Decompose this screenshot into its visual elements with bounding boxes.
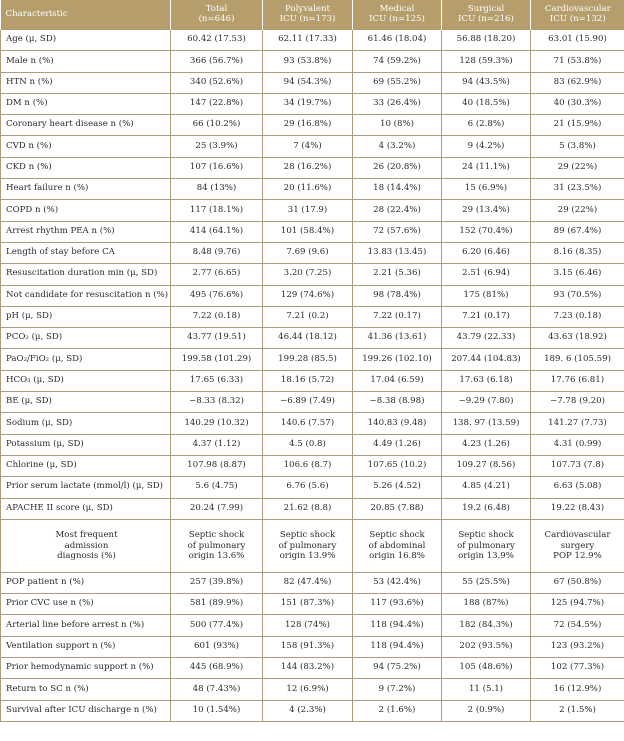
row-label: Chlorine (μ, SD) (1, 455, 171, 476)
row-label: Male n (%) (1, 51, 171, 72)
cell-cardiovascular-icu: 123 (93.2%) (531, 636, 624, 657)
cell-polyvalent-icu: 106.6 (8.7) (263, 455, 353, 476)
cell-surgical-icu: 4.85 (4.21) (442, 477, 531, 498)
table-row (1, 658, 624, 679)
table-row (1, 455, 624, 476)
cell-medical-icu: 20.85 (7.88) (353, 498, 442, 519)
row-label: COPD n (%) (1, 200, 171, 221)
cell-cardiovascular-icu: 67 (50.8%) (531, 572, 624, 593)
row-label: POP patient n (%) (1, 572, 171, 593)
cell-total: 48 (7.43%) (171, 679, 263, 700)
row-label: BE (μ, SD) (1, 392, 171, 413)
cell-polyvalent-icu: 20 (11.6%) (263, 179, 353, 200)
cell-total: 117 (18.1%) (171, 200, 263, 221)
cell-line: diagnosis (%) (57, 550, 116, 561)
cell-medical-icu: 74 (59.2%) (353, 51, 442, 72)
cell-surgical-icu: 128 (59.3%) (442, 51, 531, 72)
table-row (1, 242, 624, 263)
cell-polyvalent-icu: 46.44 (18.12) (263, 328, 353, 349)
table-row (1, 434, 624, 455)
cell-line: of pulmonary (187, 540, 246, 551)
cell-total: 107 (16.6%) (171, 157, 263, 178)
cell-cardiovascular-icu: 72 (54.5%) (531, 615, 624, 636)
cell-total: 601 (93%) (171, 636, 263, 657)
row-label: Prior hemodynamic support n (%) (1, 658, 171, 679)
cell-medical-icu: 13.83 (13.45) (353, 242, 442, 263)
cell-cardiovascular-icu: 31 (23.5%) (531, 179, 624, 200)
cell-polyvalent-icu: 4.5 (0.8) (263, 434, 353, 455)
table-row-diagnosis (1, 519, 624, 572)
table-row (1, 370, 624, 391)
cell-polyvalent-icu: 151 (87.3%) (263, 594, 353, 615)
cell-polyvalent-icu: 144 (83.2%) (263, 658, 353, 679)
cell-medical-icu: 199.26 (102.10) (353, 349, 442, 370)
cell-total: −8.33 (8.32) (171, 392, 263, 413)
row-label: Sodium (μ, SD) (1, 413, 171, 434)
table-row (1, 30, 624, 51)
cell-medical-icu: 5.26 (4.52) (353, 477, 442, 498)
cell-polyvalent-icu: 158 (91.3%) (263, 636, 353, 657)
table-row (1, 72, 624, 93)
cell-medical-icu: 140.83 (9.48) (353, 413, 442, 434)
cell-cardiovascular-icu: 40 (30.3%) (531, 93, 624, 114)
cell-total: 4.37 (1.12) (171, 434, 263, 455)
table-body (1, 30, 624, 721)
row-label: PCO₂ (μ, SD) (1, 328, 171, 349)
cell-polyvalent-icu: 6.76 (5.6) (263, 477, 353, 498)
cell-medical-icu: 94 (75.2%) (353, 658, 442, 679)
cell-total: 43.77 (19.51) (171, 328, 263, 349)
table-row (1, 594, 624, 615)
cell-polyvalent-icu: 29 (16.8%) (263, 115, 353, 136)
header-medical-icu: Medical ICU (n=125) (353, 0, 442, 30)
cell-surgical-icu: 182 (84.3%) (442, 615, 531, 636)
row-label: Length of stay before CA (1, 242, 171, 263)
cell-polyvalent-icu: 128 (74%) (263, 615, 353, 636)
row-label: Not candidate for resuscitation n (%) (1, 285, 171, 306)
cell-total: 366 (56.7%) (171, 51, 263, 72)
cell-cardiovascular-icu: 29 (22%) (531, 157, 624, 178)
cell-surgical-icu: 94 (43.5%) (442, 72, 531, 93)
cell-total: 8.48 (9.76) (171, 242, 263, 263)
cell-polyvalent-icu: 12 (6.9%) (263, 679, 353, 700)
table-row (1, 615, 624, 636)
cell-medical-icu: 33 (26.4%) (353, 93, 442, 114)
cell-medical-icu: 4 (3.2%) (353, 136, 442, 157)
cell-cardiovascular-icu: 125 (94.7%) (531, 594, 624, 615)
cell-surgical-icu: 40 (18.5%) (442, 93, 531, 114)
cell-medical-icu: 69 (55.2%) (353, 72, 442, 93)
header-polyvalent-icu: Polyvalent ICU (n=173) (263, 0, 353, 30)
row-label: PaO₂/FiO₂ (μ, SD) (1, 349, 171, 370)
cell-surgical-icu: 19.2 (6.48) (442, 498, 531, 519)
cell-medical-icu: 98 (78.4%) (353, 285, 442, 306)
cell-surgical-icu: 6.20 (6.46) (442, 242, 531, 263)
cell-total: 5.6 (4.75) (171, 477, 263, 498)
cell-total (171, 519, 263, 572)
cell-cardiovascular-icu: 19.22 (8.43) (531, 498, 624, 519)
table-row (1, 179, 624, 200)
row-label: Ventilation support n (%) (1, 636, 171, 657)
cell-cardiovascular-icu: 71 (53.8%) (531, 51, 624, 72)
table-row (1, 349, 624, 370)
cell-cardiovascular-icu: 43.63 (18.92) (531, 328, 624, 349)
cell-polyvalent-icu: 4 (2.3%) (263, 700, 353, 721)
cell-polyvalent-icu: 28 (16.2%) (263, 157, 353, 178)
row-label: Resuscitation duration min (μ, SD) (1, 264, 171, 285)
cell-polyvalent-icu: 129 (74.6%) (263, 285, 353, 306)
cell-medical-icu: 107.65 (10.2) (353, 455, 442, 476)
cell-polyvalent-icu (263, 519, 353, 572)
cell-surgical-icu: 7.21 (0.17) (442, 306, 531, 327)
table-row (1, 328, 624, 349)
cell-total: 2.77 (6.65) (171, 264, 263, 285)
header-surgical-icu: Surgical ICU (n=216) (442, 0, 531, 30)
header-cardiovascular-icu: Cardiovascular ICU (n=132) (531, 0, 624, 30)
row-label: HCO₃ (μ, SD) (1, 370, 171, 391)
cell-polyvalent-icu: 93 (53.8%) (263, 51, 353, 72)
cell-cardiovascular-icu: 2 (1.5%) (531, 700, 624, 721)
cell-total: 500 (77.4%) (171, 615, 263, 636)
cell-total: 25 (3.9%) (171, 136, 263, 157)
cell-total: 7.22 (0.18) (171, 306, 263, 327)
row-label: CKD n (%) (1, 157, 171, 178)
cell-surgical-icu: 207.44 (104.83) (442, 349, 531, 370)
cell-cardiovascular-icu: 89 (67.4%) (531, 221, 624, 242)
cell-medical-icu: 17.04 (6.59) (353, 370, 442, 391)
cell-polyvalent-icu: 82 (47.4%) (263, 572, 353, 593)
cell-polyvalent-icu: 18.16 (5.72) (263, 370, 353, 391)
cell-cardiovascular-icu: 16 (12.9%) (531, 679, 624, 700)
cell-polyvalent-icu: 101 (58.4%) (263, 221, 353, 242)
cell-line: surgery (560, 540, 595, 551)
cell-line: POP 12.9% (553, 550, 602, 561)
cell-medical-icu: 9 (7.2%) (353, 679, 442, 700)
cell-line: Septic shock (279, 530, 336, 541)
cell-surgical-icu: 202 (93.5%) (442, 636, 531, 657)
table-row (1, 392, 624, 413)
cell-polyvalent-icu: 62.11 (17.33) (263, 30, 353, 51)
row-label: Coronary heart disease n (%) (1, 115, 171, 136)
row-label: Age (μ, SD) (1, 30, 171, 51)
table-row (1, 115, 624, 136)
cell-medical-icu: −8.38 (8.98) (353, 392, 442, 413)
cell-line: origin 16.8% (369, 550, 425, 561)
cell-cardiovascular-icu: 189. 6 (105.59) (531, 349, 624, 370)
cell-surgical-icu: 9 (4.2%) (442, 136, 531, 157)
cell-cardiovascular-icu: 21 (15.9%) (531, 115, 624, 136)
header-row (1, 0, 624, 30)
table-row (1, 157, 624, 178)
cell-cardiovascular-icu: 4.31 (0.99) (531, 434, 624, 455)
cell-total: 10 (1.54%) (171, 700, 263, 721)
table-row (1, 679, 624, 700)
table-row (1, 477, 624, 498)
cell-medical-icu: 118 (94.4%) (353, 636, 442, 657)
cell-cardiovascular-icu: 6.63 (5.08) (531, 477, 624, 498)
cell-line: origin 13.9% (458, 550, 514, 561)
cell-polyvalent-icu: 3.20 (7.25) (263, 264, 353, 285)
cell-cardiovascular-icu: 7.23 (0.18) (531, 306, 624, 327)
cell-surgical-icu: 152 (70.4%) (442, 221, 531, 242)
cell-cardiovascular-icu: −7.78 (9.20) (531, 392, 624, 413)
table-row (1, 51, 624, 72)
cell-total: 445 (68.9%) (171, 658, 263, 679)
cell-medical-icu: 53 (42.4%) (353, 572, 442, 593)
cell-surgical-icu: 11 (5.1) (442, 679, 531, 700)
table-row (1, 264, 624, 285)
cell-medical-icu: 2 (1.6%) (353, 700, 442, 721)
cell-medical-icu: 28 (22.4%) (353, 200, 442, 221)
cell-polyvalent-icu: 94 (54.3%) (263, 72, 353, 93)
cell-polyvalent-icu: −6.89 (7.49) (263, 392, 353, 413)
header-total: Total (n=646) (171, 0, 263, 30)
cell-medical-icu: 2.21 (5.36) (353, 264, 442, 285)
table-row (1, 700, 624, 721)
cell-line: of pulmonary (278, 540, 337, 551)
cell-line: origin 13.9% (279, 550, 336, 561)
cell-medical-icu (353, 519, 442, 572)
cell-total: 66 (10.2%) (171, 115, 263, 136)
cell-total: 340 (52.6%) (171, 72, 263, 93)
cell-surgical-icu: 175 (81%) (442, 285, 531, 306)
cell-line: Most frequent (55, 530, 118, 541)
cell-total: 147 (22.8%) (171, 93, 263, 114)
table-row (1, 93, 624, 114)
table-row (1, 413, 624, 434)
cell-medical-icu: 41.36 (13.61) (353, 328, 442, 349)
cell-cardiovascular-icu: 29 (22%) (531, 200, 624, 221)
table-row (1, 221, 624, 242)
row-label: Arrest rhythm PEA n (%) (1, 221, 171, 242)
cell-medical-icu: 7.22 (0.17) (353, 306, 442, 327)
cell-surgical-icu: 138. 97 (13.59) (442, 413, 531, 434)
cell-surgical-icu: −9.29 (7.80) (442, 392, 531, 413)
cell-medical-icu: 118 (94.4%) (353, 615, 442, 636)
table-row (1, 572, 624, 593)
row-label: Heart failure n (%) (1, 179, 171, 200)
cell-cardiovascular-icu: 5 (3.8%) (531, 136, 624, 157)
cell-total: 414 (64.1%) (171, 221, 263, 242)
cell-medical-icu: 18 (14.4%) (353, 179, 442, 200)
row-label: Arterial line before arrest n (%) (1, 615, 171, 636)
cell-line: Septic shock (369, 530, 425, 541)
cell-total: 140.29 (10.32) (171, 413, 263, 434)
cell-surgical-icu: 43.79 (22.33) (442, 328, 531, 349)
cell-surgical-icu: 15 (6.9%) (442, 179, 531, 200)
table-row (1, 636, 624, 657)
cell-line: Cardiovascular (544, 530, 611, 541)
cell-total: 199.58 (101.29) (171, 349, 263, 370)
cell-total: 257 (39.8%) (171, 572, 263, 593)
header-characteristic: Characteristic (1, 0, 171, 30)
row-label (1, 519, 171, 572)
cell-surgical-icu: 17.63 (6.18) (442, 370, 531, 391)
row-label: pH (μ, SD) (1, 306, 171, 327)
cell-surgical-icu: 55 (25.5%) (442, 572, 531, 593)
cell-cardiovascular-icu: 17.76 (6.81) (531, 370, 624, 391)
cell-cardiovascular-icu (531, 519, 624, 572)
cell-medical-icu: 61.46 (18.04) (353, 30, 442, 51)
cell-cardiovascular-icu: 141.27 (7.73) (531, 413, 624, 434)
cell-line: of pulmonary (457, 540, 515, 551)
cell-line: admission (64, 540, 109, 551)
cell-surgical-icu: 188 (87%) (442, 594, 531, 615)
row-label: Return to SC n (%) (1, 679, 171, 700)
cell-polyvalent-icu: 140.6 (7.57) (263, 413, 353, 434)
cell-medical-icu: 4.49 (1.26) (353, 434, 442, 455)
cell-cardiovascular-icu: 8.16 (8.35) (531, 242, 624, 263)
cell-total: 84 (13%) (171, 179, 263, 200)
cell-polyvalent-icu: 199.28 (85.5) (263, 349, 353, 370)
cell-line: Septic shock (188, 530, 245, 541)
cell-total: 581 (89.9%) (171, 594, 263, 615)
cell-total: 107.98 (8.87) (171, 455, 263, 476)
table-row (1, 498, 624, 519)
cell-cardiovascular-icu: 107.73 (7.8) (531, 455, 624, 476)
cell-surgical-icu: 56.88 (18.20) (442, 30, 531, 51)
cell-line: Septic shock (458, 530, 514, 541)
cell-line: origin 13.6% (188, 550, 245, 561)
cell-polyvalent-icu: 31 (17.9) (263, 200, 353, 221)
row-label: Potassium (μ, SD) (1, 434, 171, 455)
table-row (1, 285, 624, 306)
row-label: HTN n (%) (1, 72, 171, 93)
cell-surgical-icu: 105 (48.6%) (442, 658, 531, 679)
row-label: Prior serum lactate (mmol/l) (μ, SD) (1, 477, 171, 498)
cell-surgical-icu: 29 (13.4%) (442, 200, 531, 221)
row-label: DM n (%) (1, 93, 171, 114)
cell-polyvalent-icu: 34 (19.7%) (263, 93, 353, 114)
cell-total: 495 (76.6%) (171, 285, 263, 306)
cell-medical-icu: 10 (8%) (353, 115, 442, 136)
table-row (1, 136, 624, 157)
table-row (1, 200, 624, 221)
cell-surgical-icu: 24 (11.1%) (442, 157, 531, 178)
cell-cardiovascular-icu: 83 (62.9%) (531, 72, 624, 93)
row-label: Prior CVC use n (%) (1, 594, 171, 615)
row-label: Survival after ICU discharge n (%) (1, 700, 171, 721)
cell-polyvalent-icu: 21.62 (8.8) (263, 498, 353, 519)
cell-cardiovascular-icu: 3.15 (6.46) (531, 264, 624, 285)
cell-surgical-icu: 2 (0.9%) (442, 700, 531, 721)
cell-surgical-icu (442, 519, 531, 572)
cell-medical-icu: 117 (93.6%) (353, 594, 442, 615)
cell-total: 20.24 (7.99) (171, 498, 263, 519)
cell-total: 17.65 (6.33) (171, 370, 263, 391)
cell-total: 60.42 (17.53) (171, 30, 263, 51)
cell-cardiovascular-icu: 102 (77.3%) (531, 658, 624, 679)
cell-medical-icu: 26 (20.8%) (353, 157, 442, 178)
cell-line: of abdominal (368, 540, 426, 551)
cell-cardiovascular-icu: 93 (70.5%) (531, 285, 624, 306)
cell-polyvalent-icu: 7 (4%) (263, 136, 353, 157)
cell-surgical-icu: 109.27 (8.56) (442, 455, 531, 476)
row-label: APACHE II score (μ, SD) (1, 498, 171, 519)
cell-polyvalent-icu: 7.21 (0.2) (263, 306, 353, 327)
cell-surgical-icu: 6 (2.8%) (442, 115, 531, 136)
cell-cardiovascular-icu: 63.01 (15.90) (531, 30, 624, 51)
cell-surgical-icu: 2.51 (6.94) (442, 264, 531, 285)
cell-surgical-icu: 4.23 (1.26) (442, 434, 531, 455)
cell-polyvalent-icu: 7.69 (9.6) (263, 242, 353, 263)
row-label: CVD n (%) (1, 136, 171, 157)
table-row (1, 306, 624, 327)
cell-medical-icu: 72 (57.6%) (353, 221, 442, 242)
